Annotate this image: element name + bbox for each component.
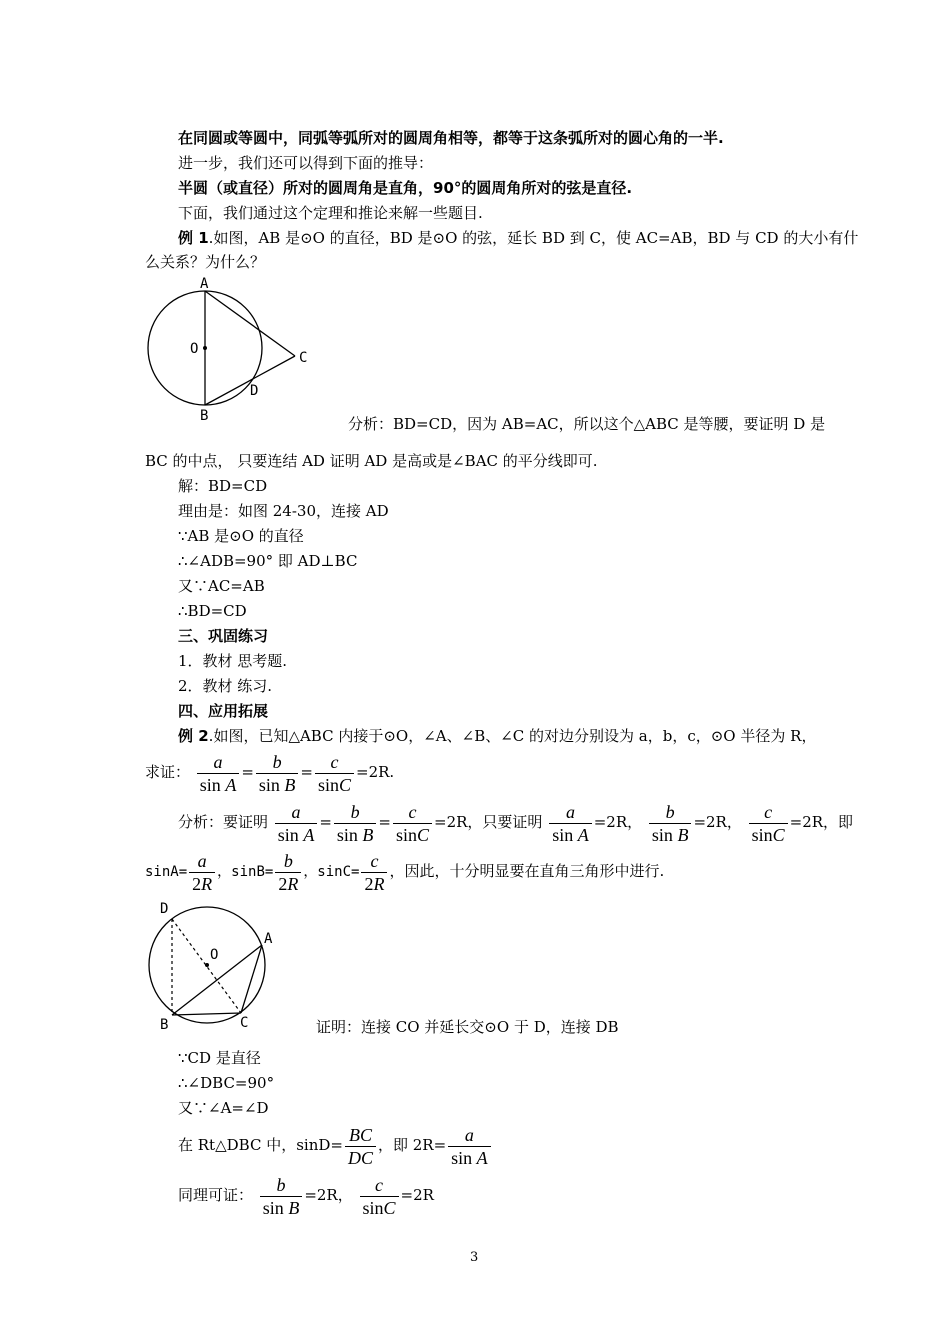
label-C: C	[299, 350, 308, 366]
proof-line: 证明：连接 CO 并延长交⊙O 于 D，连接 DB	[316, 1018, 619, 1036]
fraction-c-sinC: $\frac{c}{\sin C}$	[315, 751, 354, 796]
example-1-line: 么关系？为什么？	[145, 253, 266, 271]
practice-item: 1．教材 思考题.	[178, 652, 288, 670]
analysis-1-line: 分析：BD=CD，因为 AB=AC，所以这个△ABC 是等腰，要证明 D 是	[348, 415, 826, 433]
proof-line: ∵CD 是直径	[178, 1049, 261, 1067]
proof-line: 又∵∠A=∠D	[178, 1099, 269, 1117]
label-C: C	[240, 1015, 249, 1031]
page-number: 3	[470, 1250, 479, 1265]
solution-line: ∵AB 是⊙O 的直径	[178, 527, 304, 545]
figure-1-diagram	[140, 275, 320, 425]
label-O: O	[190, 341, 199, 357]
example-2-line: 例 2.如图，已知△ABC 内接于⊙O，∠A、∠B、∠C 的对边分别设为 a，b，c，⊙O 半径为 R，	[178, 727, 817, 745]
analysis-2-line: 分析：要证明 $\frac{a}{\text{sin A}}$ = $\frac{b}{\text{sin B}}$ = $\frac{c}{\sin C}$ =2R，只要证明 $\frac{a}{\text{sin A}}$ =2R， $\frac{b}{\text{sin B}}$ =2R， $\frac{c}{\sin C}$ =2R，即	[178, 801, 854, 845]
analysis-1-line: BC 的中点， 只要连结 AD 证明 AD 是高或是∠BAC 的平分线即可.	[145, 452, 598, 470]
proof-line: ∴∠DBC=90°	[178, 1074, 275, 1092]
solution-line: 解：BD=CD	[178, 477, 268, 495]
label-O: O	[210, 947, 219, 963]
label-B: B	[160, 1017, 169, 1033]
section-heading-3: 三、巩固练习	[178, 627, 269, 645]
figure-2-diagram	[140, 897, 290, 1037]
solution-line: ∴BD=CD	[178, 602, 247, 620]
corollary-line: 半圆（或直径）所对的圆周角是直角，90°的圆周角所对的弦是直径.	[178, 179, 633, 197]
proof-line: 在 Rt△DBC 中，sinD= $\frac{BC}{DC}$ ，即 2R= $\frac{a}{\text{sin A}}$	[178, 1121, 493, 1169]
label-B: B	[200, 408, 209, 424]
prove-statement: 求证： $\frac{a}{\text{sin A}}$ = $\frac{b}{\text{sin B}}$ = $\frac{c}{\sin C}$ =2R.	[145, 751, 395, 795]
fraction-b-sinB: $\frac{b}{\text{sin B}}$	[256, 751, 299, 796]
section-heading-4: 四、应用拓展	[178, 702, 269, 720]
text-line: 进一步，我们还可以得到下面的推导：	[178, 154, 434, 172]
solution-line: 理由是：如图 24-30，连接 AD	[178, 502, 389, 520]
analysis-2-line: sinA= $\frac{a}{2R}$ ，sinB= $\frac{b}{2R}$ ，sinC= $\frac{c}{2R}$ ，因此，十分明显要在直角三角形中进行.	[145, 850, 665, 894]
label-A: A	[264, 931, 273, 947]
theorem-line: 在同圆或等圆中，同弧等弧所对的圆周角相等，都等于这条弧所对的圆心角的一半.	[178, 129, 724, 147]
label-D: D	[250, 383, 259, 399]
proof-line: 同理可证： $\frac{b}{\text{sin B}}$ =2R， $\frac{c}{\sin C}$ =2R	[178, 1174, 434, 1218]
example-1-line: 例 1.如图，AB 是⊙O 的直径，BD 是⊙O 的弦，延长 BD 到 C，使 AC=AB，BD 与 CD 的大小有什	[178, 229, 859, 247]
label-A: A	[200, 276, 209, 292]
solution-line: ∴∠ADB=90° 即 AD⊥BC	[178, 552, 358, 570]
fraction-a-sinA: $\frac{a}{\text{sin A}}$	[197, 751, 240, 796]
label-D: D	[160, 901, 169, 917]
solution-line: 又∵AC=AB	[178, 577, 265, 595]
text-line: 下面，我们通过这个定理和推论来解一些题目.	[178, 204, 483, 222]
practice-item: 2．教材 练习.	[178, 677, 273, 695]
